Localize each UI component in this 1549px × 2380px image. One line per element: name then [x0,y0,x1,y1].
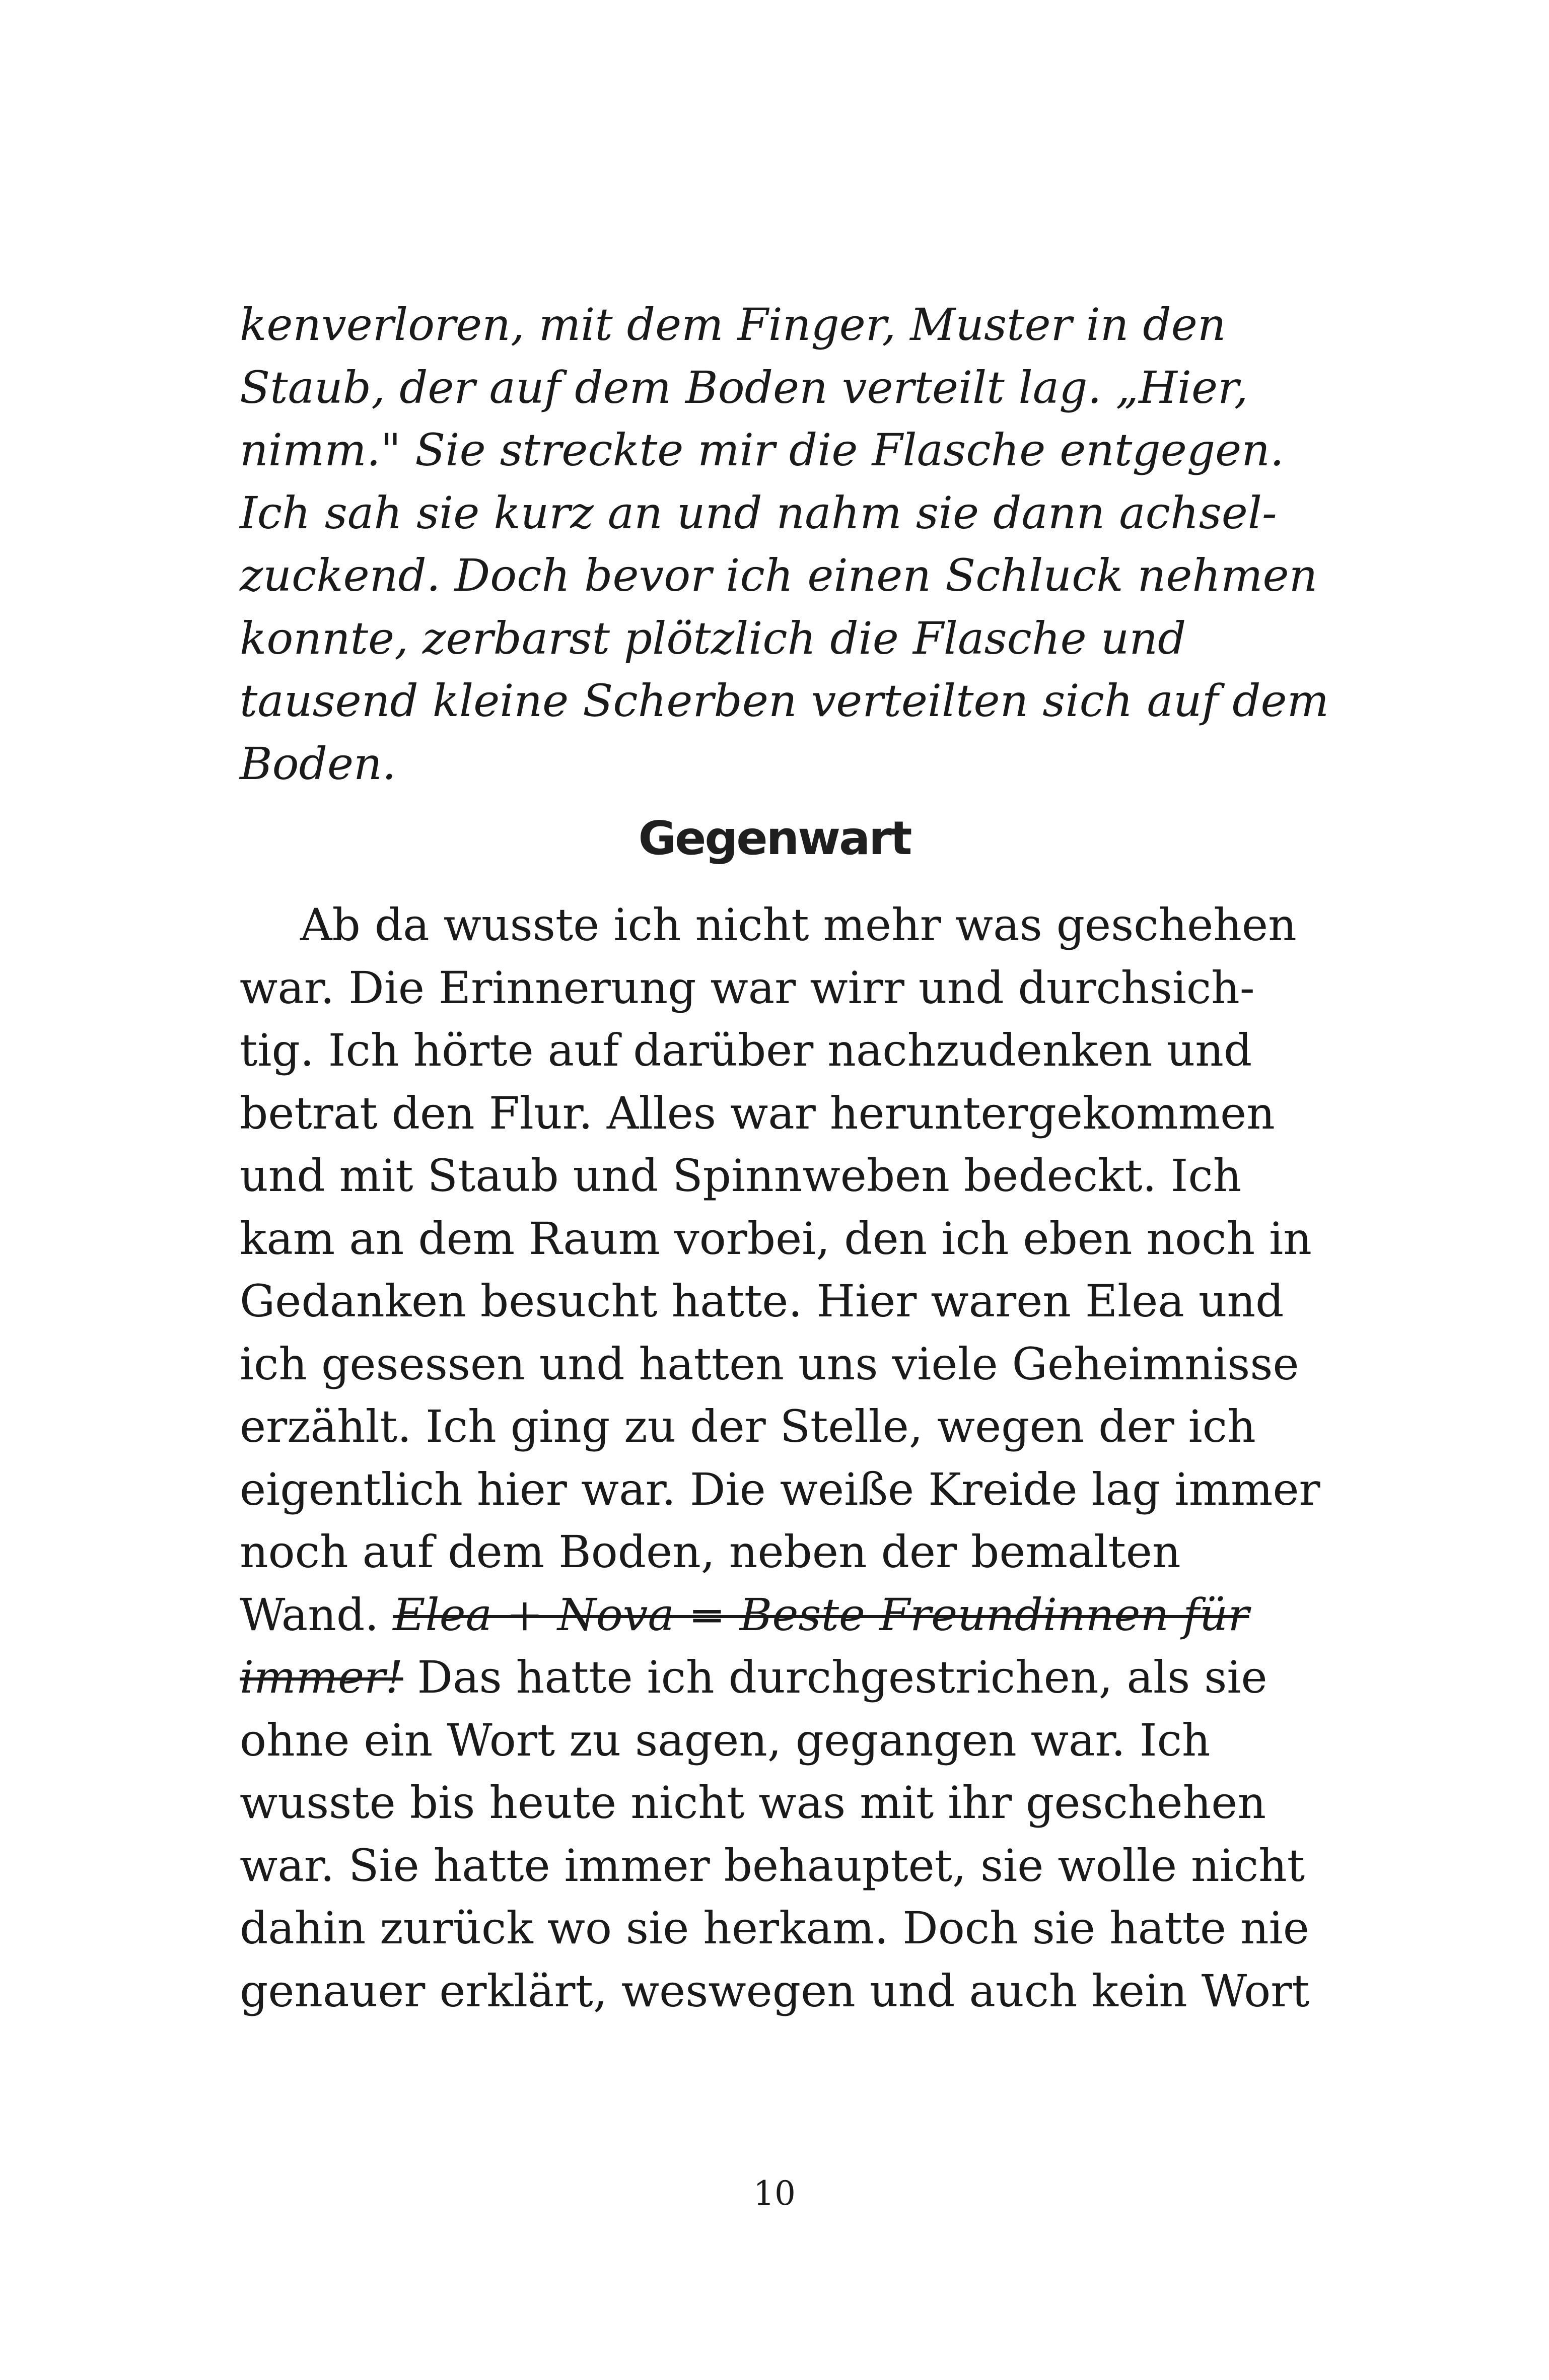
text-line: ohne ein Wort zu sagen, gegangen war. Ich [240,1714,1211,1766]
text-line: zuckend. Doch bevor ich einen Schluck nehmen [240,549,1318,601]
text-line: tig. Ich hörte auf darüber nachzudenken und [240,1024,1252,1076]
text-line: erzählt. Ich ging zu der Stelle, wegen der ich [240,1401,1256,1452]
wand-text: Wand. [240,1588,393,1641]
text-line: war. Sie hatte immer behauptet, sie wolle nicht [240,1839,1305,1892]
text-line: genauer erklärt, weswegen und auch kein Wort [240,1965,1310,2017]
text-line: ich gesessen und hatten uns viele Geheimnisse [240,1338,1299,1390]
text-line: war. Die Erinnerung war wirr und durchsich- [240,961,1255,1014]
after-struck-text: Das hatte ich durchgestrichen, als sie [403,1651,1268,1703]
text-line: kam an dem Raum vorbei, den ich eben noch in [240,1212,1312,1265]
text-line: Ich sah sie kurz an und nahm sie dann achsel- [240,486,1277,539]
text-line: noch auf dem Boden, neben der bemalten [240,1526,1181,1578]
text-line: kenverloren, mit dem Finger, Muster in den [240,299,1226,351]
struck-through-inscription-end: immer! [240,1651,403,1703]
present-paragraph [240,894,1320,2022]
text-line: nimm." Sie streckte mir die Flasche entgegen. [240,424,1284,476]
text-line: und mit Staub und Spinnweben bedeckt. Ich [240,1150,1242,1202]
text-line: Ab da wusste ich nicht mehr was geschehen [300,899,1297,951]
text-line: betrat den Flur. Alles war heruntergekommen [240,1087,1275,1139]
section-heading: Gegenwart [638,811,911,865]
text-line [240,1584,1307,1647]
text-line: wusste bis heute nicht was mit ihr geschehen [240,1777,1266,1829]
text-line: konnte, zerbarst plötzlich die Flasche und [240,612,1186,664]
struck-through-inscription: Elea + Nova = Beste Freundinnen für [393,1588,1249,1641]
flashback-paragraph [240,294,1329,795]
text-line: tausend kleine Scherben verteilten sich auf dem [240,675,1329,727]
text-line: dahin zurück wo sie herkam. Doch sie hatte nie [240,1902,1309,1954]
page-number: 10 [753,2174,796,2213]
text-line [240,1646,1307,1709]
text-line: eigentlich hier war. Die weiße Kreide lag immer [240,1463,1320,1515]
text-line: Boden. [240,737,396,790]
text-line: Gedanken besucht hatte. Hier waren Elea und [240,1275,1284,1327]
text-line: Staub, der auf dem Boden verteilt lag. „Hier, [240,361,1248,413]
